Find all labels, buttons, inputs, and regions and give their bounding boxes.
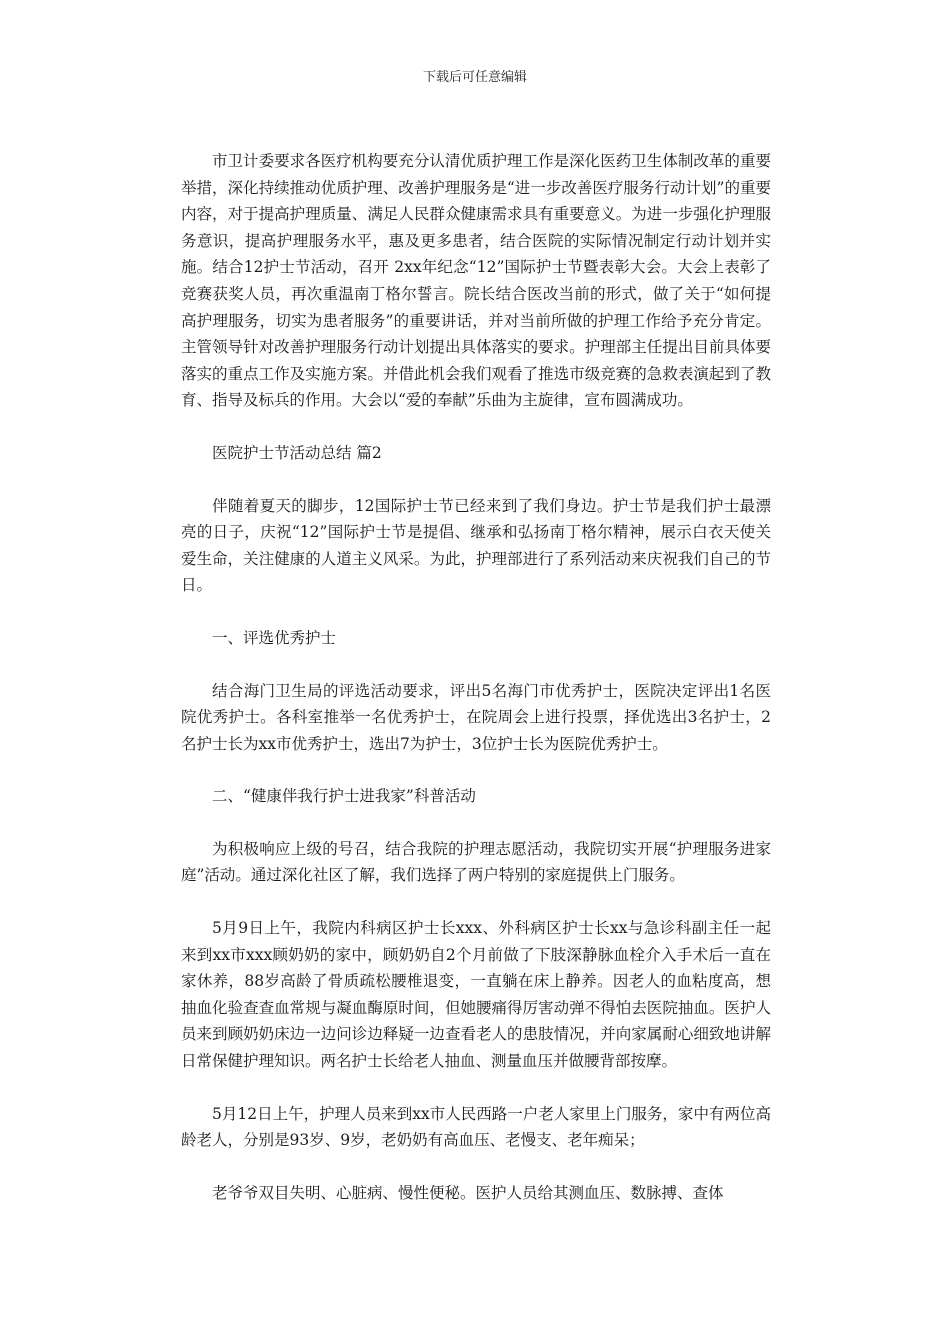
paragraph-intro: 市卫计委要求各医疗机构要充分认清优质护理工作是深化医药卫生体制改革的重要举措，深化持续推动优质护理、改善护理服务是“进一步改善医疗服务行动计划”的重要内容，对于提高护理质量、满足人民群众健康需求具有重要意义。为进一步强化护理服务意识，提高护理服务水平，惠及更多患者，结合医院的实际情况制定行动计划并实施。结合12护士节活动，召开 2xx年纪念“12”国际护士节暨表彰大会。大会上表彰了竞赛获奖人员，再次重温南丁格尔誓言。院长结合医改当前的形式，做了关于“如何提高护理服务，切实为患者服务”的重要讲话，并对当前所做的护理工作给予充分肯定。主管领导针对改善护理服务行动计划提出具体落实的要求。护理部主任提出目前具体要落实的重点工作及实施方案。并借此机会我们观看了推选市级竞赛的急救表演起到了教育、指导及标兵的作用。大会以“爱的奉献”乐曲为主旋律，宣布圆满成功。 bbox=[181, 152, 771, 410]
paragraph-selection: 结合海门卫生局的评选活动要求，评出5名海门市优秀护士，医院决定评出1名医院优秀护士。各科室推举一名优秀护士，在院周会上进行投票，择优选出3名护士，2名护士长为xx市优秀护士，选出7为护士，3位护士长为医院优秀护士。 bbox=[181, 681, 771, 753]
paragraph-outreach: 为积极响应上级的号召，结合我院的护理志愿活动，我院切实开展“护理服务进家庭”活动。通过深化社区了解，我们选择了两户特别的家庭提供上门服务。 bbox=[181, 839, 771, 885]
paragraph-may-9: 5月9日上午，我院内科病区护士长xxx、外科病区护士长xx与急诊科副主任一起来到xx市xxx顾奶奶的家中，顾奶奶自2个月前做了下肢深静脉血栓介入手术后一直在家休养，88岁高龄了骨质疏松腰椎退变，一直躺在床上静养。因老人的血粘度高，想抽血化验查查血常规与凝血酶原时间，但她腰痛得厉害动弹不得怕去医院抽血。医护人员来到顾奶奶床边一边问诊边释疑一边查看老人的患肢情况，并向家属耐心细致地讲解日常保健护理知识。两名护士长给老人抽血、测量血压并做腰背部按摩。 bbox=[181, 919, 771, 1071]
section-heading-2: 二、“健康伴我行护士进我家”科普活动 bbox=[212, 787, 476, 806]
section-heading-1: 一、评选优秀护士 bbox=[212, 628, 337, 647]
document-body bbox=[181, 148, 771, 1206]
paragraph-grandpa: 老爷爷双目失明、心脏病、慢性便秘。医护人员给其测血压、数脉搏、查体 bbox=[212, 1183, 724, 1202]
page-header: 下载后可任意编辑 bbox=[422, 70, 527, 85]
article-title-2: 医院护士节活动总结 篇2 bbox=[212, 443, 382, 462]
paragraph-festival: 伴随着夏天的脚步，12国际护士节已经来到了我们身边。护士节是我们护士最漂亮的日子，庆祝“12”国际护士节是提倡、继承和弘扬南丁格尔精神，展示白衣天使关爱生命，关注健康的人道主义风采。为此，护理部进行了系列活动来庆祝我们自己的节日。 bbox=[181, 496, 771, 595]
paragraph-may-12: 5月12日上午，护理人员来到xx市人民西路一户老人家里上门服务，家中有两位高龄老人，分别是93岁、9岁，老奶奶有高血压、老慢支、老年痴呆； bbox=[181, 1104, 771, 1150]
